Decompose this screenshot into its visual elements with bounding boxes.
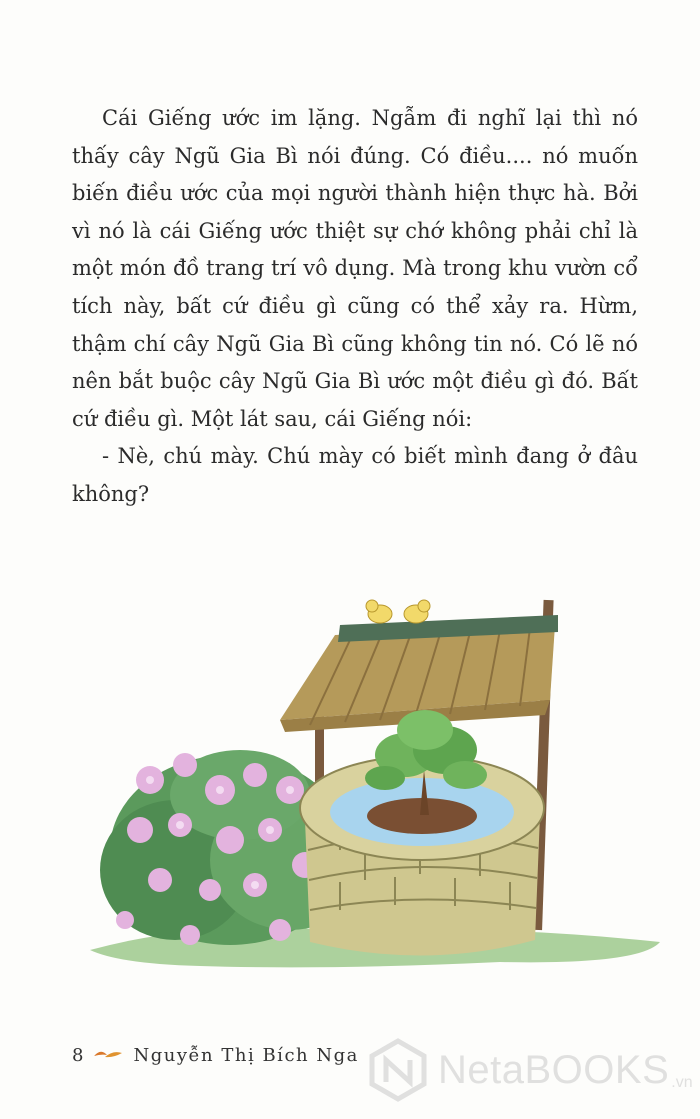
netabooks-logo-icon xyxy=(366,1038,430,1102)
watermark-suffix: .vn xyxy=(671,1074,693,1091)
page-number: 8 xyxy=(72,1044,84,1066)
watermark xyxy=(366,1030,693,1110)
page-footer xyxy=(72,1040,359,1070)
leaf-ornament-icon xyxy=(93,1048,123,1062)
author-name: Nguyễn Thị Bích Nga xyxy=(133,1044,359,1066)
well-body xyxy=(300,756,544,956)
watermark-text: NetaBOOKS xyxy=(438,1047,670,1092)
paragraph-1: Cái Giếng ước im lặng. Ngẫm đi nghĩ lại thì nó thấy cây Ngũ Gia Bì nói đúng. Có điều.... nó muốn biến điều ước của mọi người thành hiện thực hà. Bởi vì nó là cái Giếng ước thiệt sự chớ không phải chỉ là một món đồ trang trí vô dụng. Mà trong khu vườn cổ tích này, bất cứ điều gì cũng có thể xảy ra. Hừm, thậm chí cây Ngũ Gia Bì cũng không tin nó. Có lẽ nó nên bắt buộc cây Ngũ Gia Bì ước một điều gì đó. Bất cứ điều gì. Một lát sau, cái Giếng nói: xyxy=(72,106,638,431)
paragraph-2: - Nè, chú mày. Chú mày có biết mình đang ở đâu không? xyxy=(72,444,638,506)
wishing-well-illustration xyxy=(80,590,670,980)
page-text xyxy=(72,100,638,514)
bird-icons xyxy=(366,600,430,623)
